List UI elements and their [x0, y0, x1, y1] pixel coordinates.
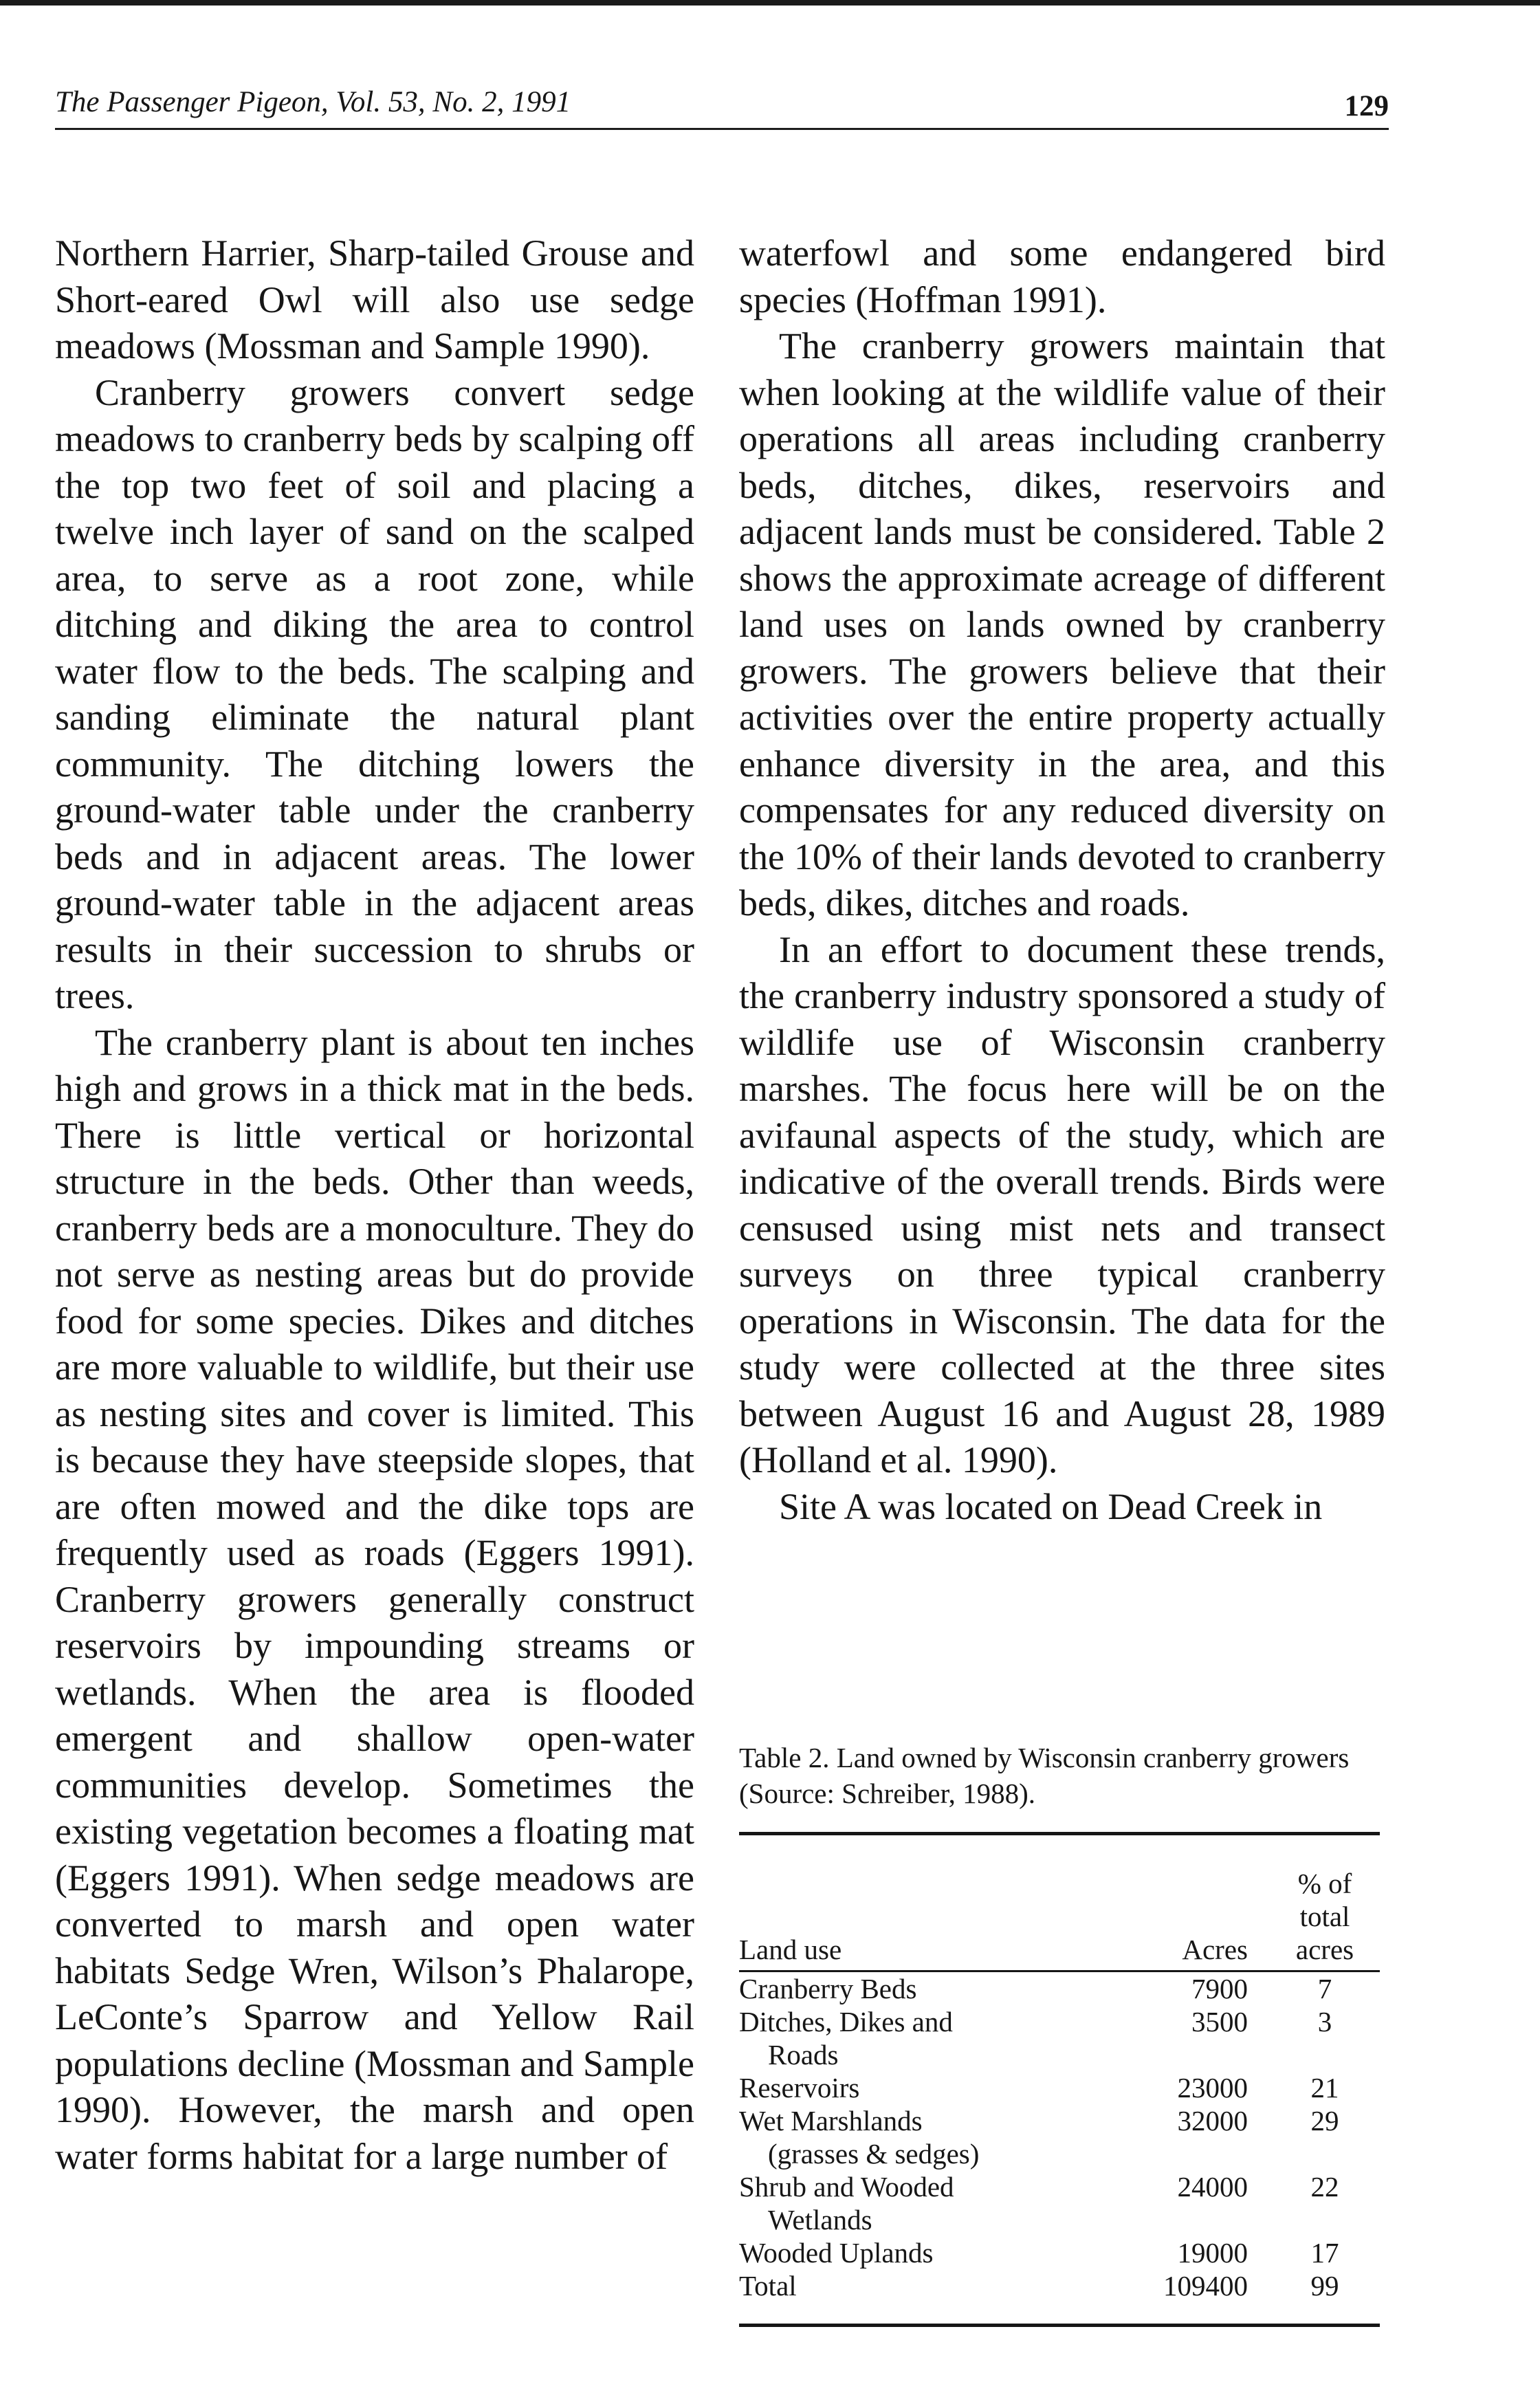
land-use-label: Total: [739, 2270, 797, 2302]
land-use-label: Reservoirs: [739, 2072, 860, 2104]
land-use-label: Wooded Uplands: [739, 2237, 934, 2269]
table-row: [739, 2104, 1380, 2170]
table-caption: Table 2. Land owned by Wisconsin cranberry growers (Source: Schreiber, 1988).: [739, 1742, 1350, 1809]
cell-acres: 32000: [1177, 2105, 1248, 2137]
left-column: [55, 230, 694, 2180]
land-use-label-continued: Roads: [768, 2039, 839, 2070]
land-use-label-continued: Wetlands: [768, 2204, 872, 2236]
cell-acres: 109400: [1163, 2270, 1248, 2302]
cell-percent: 3: [1317, 2006, 1332, 2037]
cell-percent: 22: [1310, 2171, 1339, 2203]
running-header: [55, 77, 1389, 130]
table-row: [739, 2071, 1380, 2104]
cell-acres: 3500: [1191, 2006, 1248, 2037]
cell-percent: 21: [1310, 2072, 1339, 2104]
header-percent-line2: acres: [1295, 1934, 1354, 1965]
paragraph: Northern Harrier, Sharp-tailed Grouse and Short-eared Owl will also use sedge meadows (Mossman and Sample 1990).: [55, 232, 694, 367]
paragraph: In an effort to document these trends, the cranberry industry sponsored a study of wildlife use of Wisconsin cranberry marshes. The focus here will be on the avifaunal aspects of the study, which are indicative of the overall trends. Birds were censused using mist nets and transect surveys on three typical cranberry operations in Wisconsin. The data for the study were collected at the three sites between August 16 and August 28, 1989 (Holland et al. 1990).: [739, 928, 1385, 1480]
table-top-rule: [739, 1832, 1380, 1835]
page-number: 129: [1344, 90, 1389, 122]
table-row: [739, 2005, 1380, 2071]
cell-percent: 29: [1310, 2105, 1339, 2137]
table-2: [739, 1740, 1380, 2302]
cell-percent: 99: [1310, 2270, 1339, 2302]
table-row: [739, 2236, 1380, 2269]
land-use-label: Shrub and Wooded: [739, 2171, 954, 2203]
table-row-total: [739, 2269, 1380, 2302]
header-acres: Acres: [1182, 1934, 1248, 1965]
table-row: [739, 2170, 1380, 2236]
cell-acres: 19000: [1177, 2237, 1248, 2269]
cell-land-use: [739, 2236, 1069, 2269]
paragraph: The cranberry plant is about ten inches high and grows in a thick mat in the beds. There is little vertical or horizontal structure in the beds. Other than weeds, cranberry beds are a monoculture. They do not serve as nesting areas but do provide food for some species. Dikes and ditches are more valuable to wildlife, but their use as nesting sites and cover is limited. This is because they have steepside slopes, that are often mowed and the dike tops are frequently used as roads (Eggers 1991). Cranberry growers generally construct reservoirs by impounding streams or wetlands. When the area is flooded emergent and shallow open-water communities develop. Sometimes the existing vegetation becomes a floating mat (Eggers 1991). When sedge meadows are converted to marsh and open water habitats Sedge Wren, Wilson’s Phalarope, LeConte’s Sparrow and Yellow Rail populations decline (Mossman and Sample 1990). However, the marsh and open water forms habitat for a large number of: [55, 1021, 694, 2177]
header-percent-line1: % of total: [1297, 1868, 1352, 1932]
cell-acres: 23000: [1177, 2072, 1248, 2104]
land-use-label: Cranberry Beds: [739, 1973, 917, 2004]
cell-acres: 24000: [1177, 2171, 1248, 2203]
land-use-label: Ditches, Dikes and: [739, 2006, 953, 2037]
journal-citation: The Passenger Pigeon, Vol. 53, No. 2, 1991: [55, 86, 571, 118]
cell-land-use: [739, 2005, 1069, 2071]
paragraph: The cranberry growers maintain that when looking at the wildlife value of their operations all areas including cranberry beds, ditches, dikes, reservoirs and adjacent lands must be considered. Table 2 shows the approximate acreage of different land uses on lands owned by cranberry growers. The growers believe that their activities over the entire property actually enhance diversity in the area, and this compensates for any reduced diversity on the 10% of their lands devoted to cranberry beds, dikes, ditches and roads.: [739, 325, 1385, 924]
paragraph: waterfowl and some endangered bird species (Hoffman 1991).: [739, 232, 1385, 320]
land-use-label: Wet Marshlands: [739, 2105, 923, 2137]
cell-percent: 17: [1310, 2237, 1339, 2269]
paragraph: Site A was located on Dead Creek in: [779, 1485, 1323, 1527]
page-top-edge: [0, 0, 1540, 6]
table-header-row: [739, 1867, 1380, 1971]
table-row: [739, 1971, 1380, 2006]
header-percent: [1270, 1867, 1380, 1971]
header-land-use: Land use: [739, 1934, 842, 1965]
land-use-label-continued: (grasses & sedges): [768, 2138, 980, 2170]
cell-land-use: [739, 1971, 1069, 2006]
cell-land-use: [739, 2269, 1069, 2302]
table-bottom-rule: [739, 2324, 1380, 2327]
paragraph: Cranberry growers convert sedge meadows to cranberry beds by scalping off the top two feet of soil and placing a twelve inch layer of sand on the scalped area, to serve as a root zone, while ditching and diking the area to control water flow to the beds. The scalping and sanding eliminate the natural plant community. The ditching lowers the ground-water table under the cranberry beds and in adjacent areas. The lower ground-water table in the adjacent areas results in their succession to shrubs or trees.: [55, 371, 694, 1016]
cell-acres: 7900: [1191, 1973, 1248, 2004]
cell-land-use: [739, 2104, 1069, 2170]
right-column: [739, 230, 1385, 1530]
land-use-table: [739, 1867, 1380, 2302]
cell-land-use: [739, 2071, 1069, 2104]
cell-percent: 7: [1317, 1973, 1332, 2004]
cell-land-use: [739, 2170, 1069, 2236]
